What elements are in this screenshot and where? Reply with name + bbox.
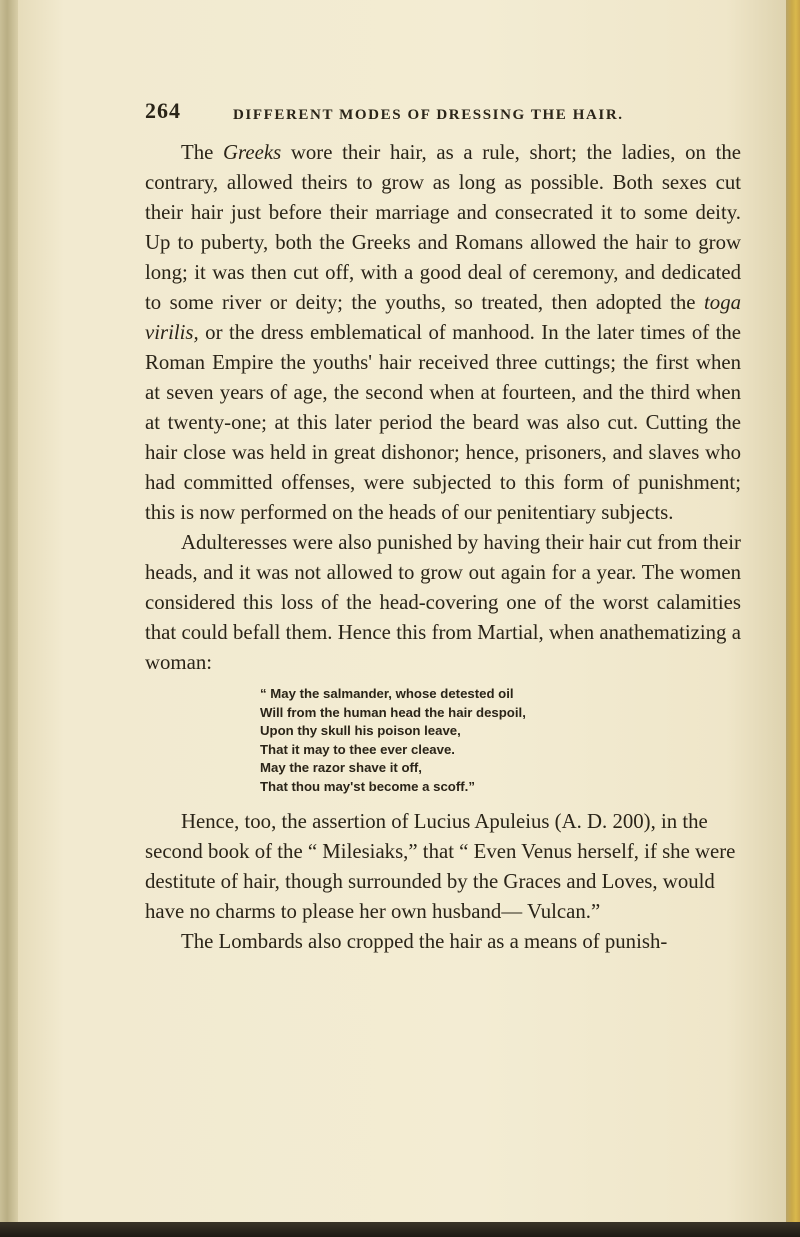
poem-line: Will from the human head the hair despoil, xyxy=(260,704,526,720)
poem-line: That it may to thee ever cleave. xyxy=(260,741,455,757)
paragraph-lombards: The Lombards also cropped the hair as a means of punish- xyxy=(181,929,668,953)
page-number: 264 xyxy=(145,98,181,123)
italic-term: Greeks xyxy=(223,141,282,164)
italic-term: toga virilis, xyxy=(145,291,741,344)
paragraph-text: wore their hair, as a rule, short; the ladies, on the contrary, allowed theirs to grow as long as possible. Both sexes cut their hair just before their marriage and consecrated it to some deity. Up to puberty, both the Greeks and Romans allowed the hair to grow long; it was then cut off, with a good deal of ceremony, and dedicated to some river or deity; the youths, so treated, then adopted the xyxy=(145,141,741,314)
paragraph-apuleius: Hence, too, the assertion of Lucius Apuleius (A. D. 200), in the second book of the “ Milesiaks,” that “ Even Venus herself, if she were destitute of hair, though surrounded by the Graces and Loves, would have no charms to please her own husband— Vulcan.” xyxy=(145,809,736,923)
poem-line: Upon thy skull his poison leave, xyxy=(260,723,461,739)
paragraph-text: The xyxy=(181,141,224,164)
paragraph-adulteresses: Adulteresses were also punished by having their hair cut from their heads, and it was not allowed to grow out again for a year. The women considered this loss of the head-covering one of the worst calamities that could befall them. Hence this from Martial, when anathematizing a woman: xyxy=(145,531,741,674)
poem-line: That thou may'st become a scoff.” xyxy=(260,778,475,794)
poem-line: May the razor shave it off, xyxy=(260,760,422,776)
bottom-page-edge xyxy=(0,1222,800,1237)
right-page-edge xyxy=(786,0,800,1237)
running-head: DIFFERENT MODES OF DRESSING THE HAIR. xyxy=(233,107,624,123)
poem-line: “ May the salmander, whose detested oil xyxy=(260,686,514,701)
page-body xyxy=(145,138,741,957)
paragraph-text: or the dress emblematical of manhood. In the later times of the Roman Empire the youths' hair received three cuttings; the first when at seven years of age, the second when at fourteen, and the third when at twenty-one; at this later period the beard was also cut. Cutting the hair close was held in great dishonor; hence, prisoners, and slaves who had committed offenses, were subjected to this form of punishment; this is now performed on the heads of our penitentiary subjects. xyxy=(145,321,741,524)
paragraph-greeks xyxy=(145,138,741,528)
left-page-edge xyxy=(0,0,18,1237)
martial-quote xyxy=(260,685,741,797)
